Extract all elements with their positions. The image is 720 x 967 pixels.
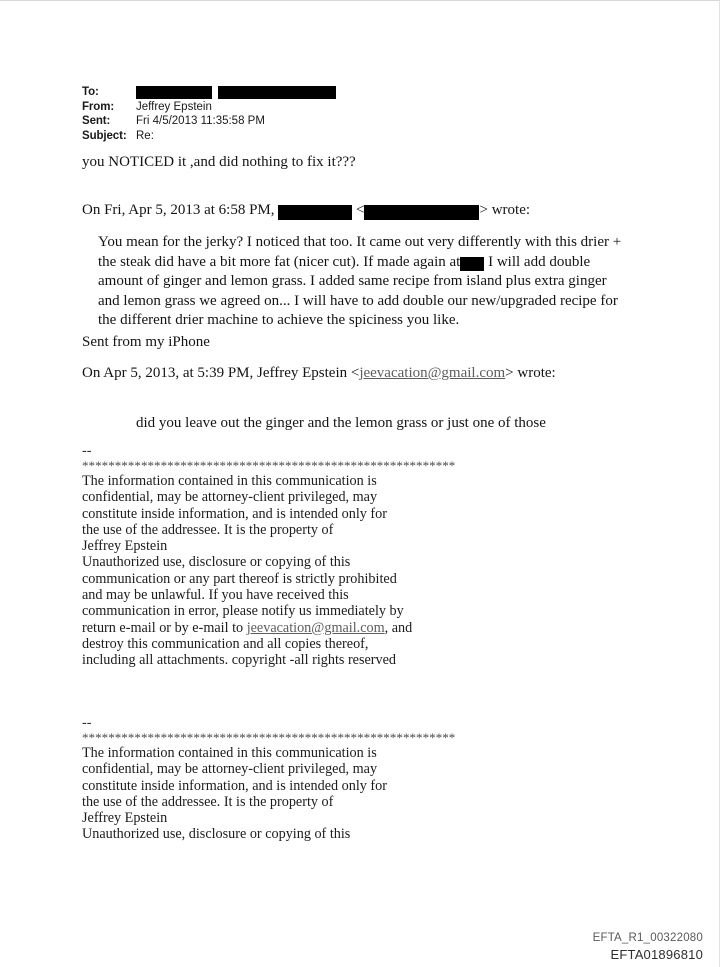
redaction-bar-to-address <box>218 86 336 99</box>
email-header <box>82 85 336 143</box>
from-label: From: <box>82 100 115 113</box>
redaction-bar-to-name <box>136 86 212 99</box>
disclaimer-2-line: constitute inside information, and is intended only for <box>82 777 387 794</box>
redaction-bar-inline-location <box>460 257 484 271</box>
quoted-text-part-2: I will add double amount of ginger and lemon grass. I added same recipe from island plus extra ginger and lemon grass we agreed on... I will have to add double our new/upgraded recipe for the different drier machine to achieve the spiciness you like. <box>98 253 618 328</box>
disclaimer-1-line: confidential, may be attorney-client privileged, may <box>82 489 378 506</box>
sent-label: Sent: <box>82 115 111 128</box>
disclaimer-1-line: destroy this communication and all copies thereof, <box>82 635 369 652</box>
disclaimer-1-dashes: -- <box>82 443 92 459</box>
disclaimer-1-line: communication in error, please notify us immediately by <box>82 603 404 620</box>
disclaimer-2-line: confidential, may be attorney-client privileged, may <box>82 761 378 778</box>
sent-value: Fri 4/5/2013 11:35:58 PM <box>136 115 265 128</box>
from-value: Jeffrey Epstein <box>136 100 212 113</box>
mobile-signature: Sent from my iPhone <box>82 334 210 350</box>
disclaimer-1-line: Jeffrey Epstein <box>82 538 168 555</box>
disclaimer-1-email-line <box>82 620 512 636</box>
header-row-to <box>82 85 336 100</box>
disclaimer-2-line: Jeffrey Epstein <box>82 810 168 827</box>
disclaimer-1-line: Unauthorized use, disclosure or copying of this <box>82 554 351 571</box>
quoted-message-body <box>98 233 628 331</box>
bates-number-production: EFTA_R1_00322080 <box>592 932 703 944</box>
to-value <box>136 85 336 100</box>
subject-label: Subject: <box>82 129 127 142</box>
bates-number-original: EFTA01896810 <box>610 947 703 962</box>
innermost-quoted-message: did you leave out the ginger and the lemon grass or just one of those <box>136 415 546 431</box>
email-link-jeevacation[interactable]: jeevacation@gmail.com <box>359 365 506 381</box>
angle-bracket-open: < <box>356 202 365 218</box>
header-row-from <box>82 100 336 115</box>
disclaimer-2-star-divider: ********************************************************* <box>82 730 456 745</box>
disclaimer-1-email-prefix: return e-mail or by e-mail to <box>82 619 244 636</box>
disclaimer-1-line: including all attachments. copyright -all rights reserved <box>82 652 397 669</box>
disclaimer-2-line: the use of the addressee. It is the property of <box>82 793 334 810</box>
reply-attribution-prefix: On Fri, Apr 5, 2013 at 6:58 PM, <box>82 202 275 218</box>
quoted-text-part-1: You mean for the jerky? I noticed that too. It came out very differently with this drier + the steak did have a bit more fat (nicer cut). If made again at <box>98 234 622 270</box>
to-label: To: <box>82 86 99 98</box>
disclaimer-2-line: Unauthorized use, disclosure or copying of this <box>82 826 351 843</box>
second-reply-attribution-line <box>82 364 642 384</box>
disclaimer-1-line: the use of the addressee. It is the property of <box>82 521 334 538</box>
reply-attribution-suffix: wrote: <box>491 202 531 218</box>
header-row-subject <box>82 129 336 144</box>
confidentiality-disclaimer-2 <box>82 717 512 843</box>
email-link-jeevacation-disclaimer[interactable]: jeevacation@gmail.com <box>246 619 385 636</box>
message-lead-line: you NOTICED it ,and did nothing to fix it??? <box>82 154 356 170</box>
disclaimer-1-line: constitute inside information, and is intended only for <box>82 505 387 522</box>
redaction-bar-sender-address <box>364 205 479 220</box>
reply-attribution-line <box>82 201 642 221</box>
disclaimer-1-star-divider: ********************************************************* <box>82 458 456 473</box>
second-attribution-suffix: > wrote: <box>505 365 556 381</box>
disclaimer-1-line: and may be unlawful. If you have received this <box>82 587 349 604</box>
confidentiality-disclaimer-1 <box>82 445 512 669</box>
header-row-sent <box>82 114 336 129</box>
disclaimer-2-dashes: -- <box>82 715 92 731</box>
disclaimer-1-email-suffix: , and <box>384 619 413 636</box>
redaction-bar-sender-name <box>278 205 352 220</box>
subject-value: Re: <box>136 129 154 142</box>
angle-bracket-close: > <box>479 202 488 218</box>
second-attribution-prefix: On Apr 5, 2013, at 5:39 PM, Jeffrey Epstein < <box>82 365 360 381</box>
disclaimer-1-line: communication or any part thereof is strictly prohibited <box>82 570 397 587</box>
disclaimer-1-line: The information contained in this communication is <box>82 473 377 489</box>
disclaimer-2-line: The information contained in this communication is <box>82 745 377 761</box>
